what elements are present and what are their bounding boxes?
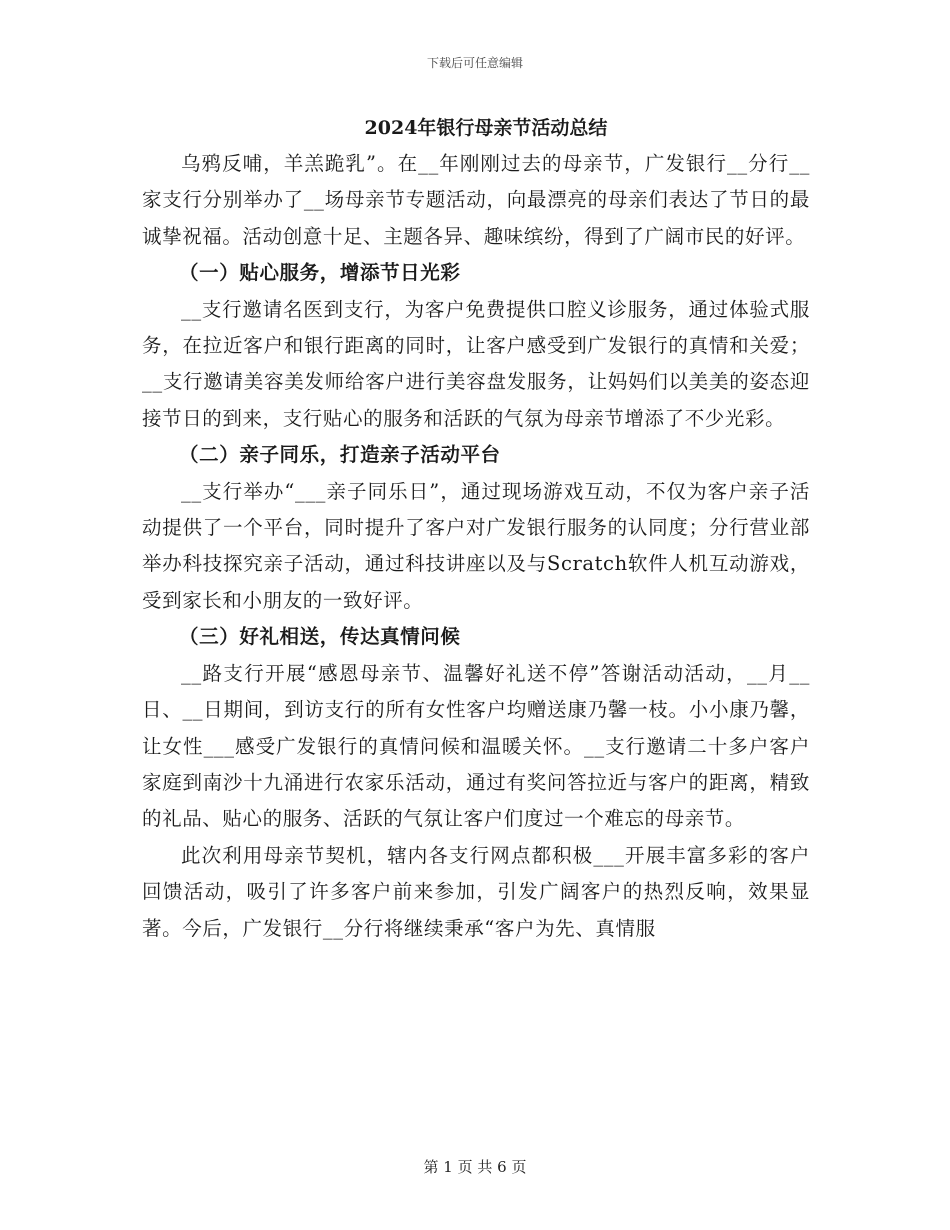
page-number: 第 1 页 共 6 页	[423, 1158, 527, 1176]
document-body	[142, 110, 810, 947]
section-2-paragraph: __支行举办“___亲子同乐日”，通过现场游戏互动，不仅为客户亲子活动提供了一个平台，同时提升了客户对广发银行服务的认同度；分行营业部举办科技探究亲子活动，通过科技讲座以及与Scratch软件人机互动游戏，受到家长和小朋友的一致好评。	[142, 479, 810, 612]
section-1-paragraph: __支行邀请名医到支行，为客户免费提供口腔义诊服务，通过体验式服务，在拉近客户和银行距离的同时，让客户感受到广发银行的真情和关爱；__支行邀请美容美发师给客户进行美容盘发服务，让妈妈们以美美的姿态迎接节日的到来，支行贴心的服务和活跃的气氛为母亲节增添了不少光彩。	[142, 297, 810, 430]
closing-paragraph: 此次利用母亲节契机，辖内各支行网点都积极___开展丰富多彩的客户回馈活动，吸引了许多客户前来参加，引发广阔客户的热烈反响，效果显著。今后，广发银行__分行将继续秉承“客户为先、真情服	[142, 843, 810, 940]
section-1-heading: （一）贴心服务，增添节日光彩	[179, 261, 461, 285]
page-header: 下载后可任意编辑	[426, 56, 523, 70]
document-title: 2024年银行母亲节活动总结	[364, 117, 608, 139]
section-3-paragraph: __路支行开展“感恩母亲节、温馨好礼送不停”答谢活动活动，__月__日、__日期间，到访支行的所有女性客户均赠送康乃馨一枝。小小康乃馨，让女性___感受广发银行的真情问候和温暖关怀。__支行邀请二十多户客户家庭到南沙十九涌进行农家乐活动，通过有奖问答拉近与客户的距离，精致的礼品、贴心的服务、活跃的气氛让客户们度过一个难忘的母亲节。	[142, 661, 810, 831]
section-2-heading: （二）亲子同乐，打造亲子活动平台	[179, 443, 501, 467]
section-3-heading: （三）好礼相送，传达真情问候	[179, 625, 461, 649]
intro-paragraph: 乌鸦反哺，羊羔跪乳”。在__年刚刚过去的母亲节，广发银行__分行__家支行分别举办了__场母亲节专题活动，向最漂亮的母亲们表达了节日的最诚挚祝福。活动创意十足、主题各异、趣味缤纷，得到了广阔市民的好评。	[142, 152, 810, 248]
